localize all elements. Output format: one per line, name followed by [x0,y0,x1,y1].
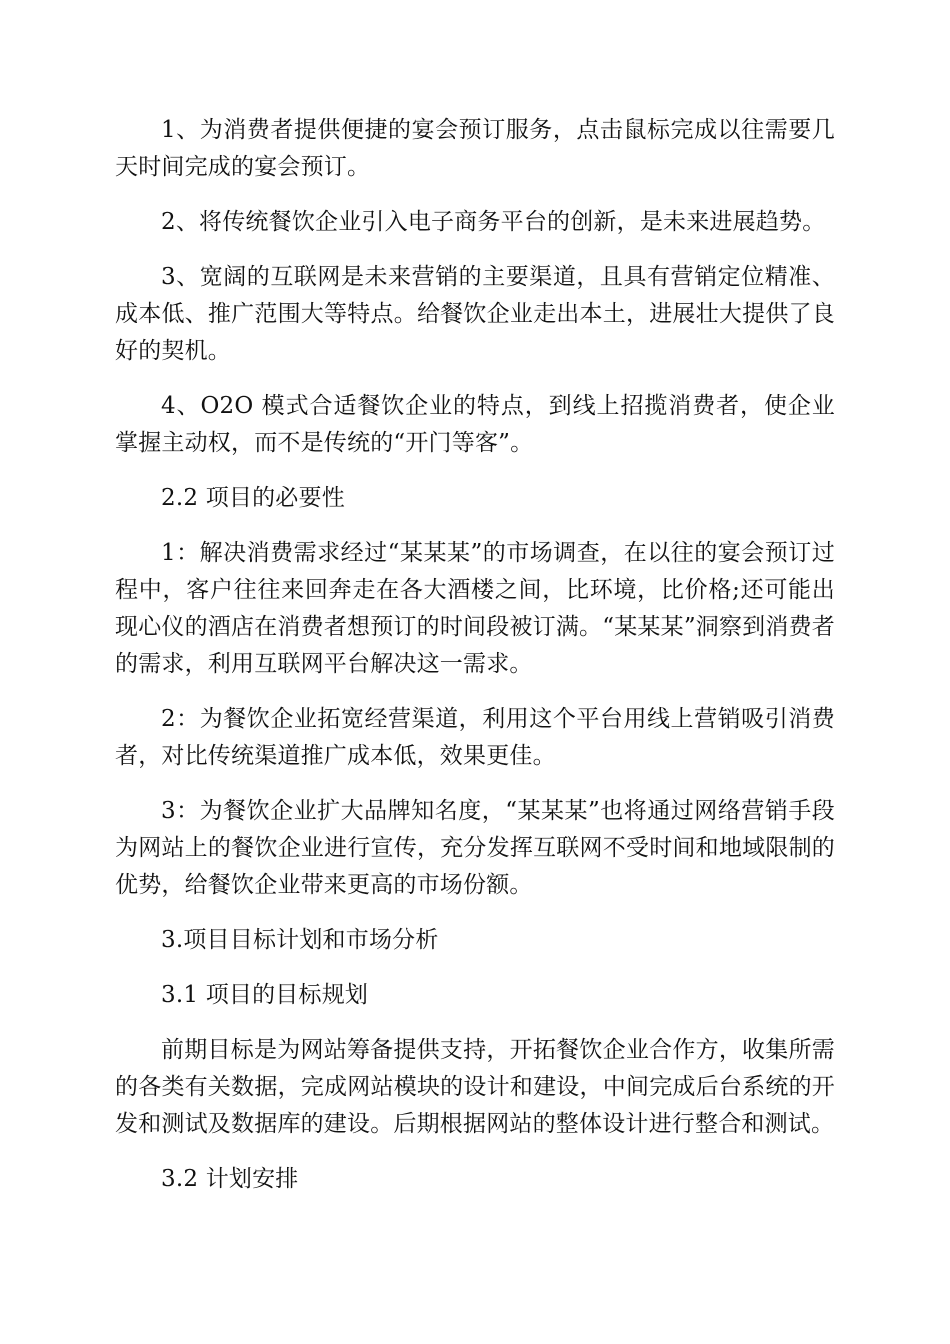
paragraph-goal-plan: 前期目标是为网站筹备提供支持，开拓餐饮企业合作方，收集所需的各类有关数据，完成网站模块的设计和建设，中间完成后台系统的开发和测试及数据库的建设。后期根据网站的整体设计进行整合和测试。 [115,1037,835,1137]
section-heading-goal-plan: 3.1 项目的目标规划 [161,982,369,1008]
section-heading-schedule: 3.2 计划安排 [161,1166,299,1192]
section-heading-necessity: 2.2 项目的必要性 [161,485,345,511]
paragraph-benefit-3: 3、宽阔的互联网是未来营销的主要渠道，且具有营销定位精准、成本低、推广范围大等特点。给餐饮企业走出本土，进展壮大提供了良好的契机。 [115,264,835,364]
paragraph-necessity-3: 3：为餐饮企业扩大品牌知名度，“某某某”也将通过网络营销手段为网站上的餐饮企业进行宣传，充分发挥互联网不受时间和地域限制的优势，给餐饮企业带来更高的市场份额。 [115,798,835,898]
paragraph-benefit-2: 2、将传统餐饮企业引入电子商务平台的创新，是未来进展趋势。 [161,209,826,235]
document-body [115,112,835,1216]
paragraph-necessity-2: 2：为餐饮企业拓宽经营渠道，利用这个平台用线上营销吸引消费者，对比传统渠道推广成本低，效果更佳。 [115,706,835,769]
section-heading-goals-market: 3.项目目标计划和市场分析 [161,927,439,953]
paragraph-benefit-4: 4、O2O 模式合适餐饮企业的特点，到线上招揽消费者，使企业掌握主动权，而不是传统的“开门等客”。 [115,393,835,456]
paragraph-necessity-1: 1：解决消费需求经过“某某某”的市场调查，在以往的宴会预订过程中，客户往往来回奔走在各大酒楼之间，比环境，比价格;还可能出现心仪的酒店在消费者想预订的时间段被订满。“某某某”洞察到消费者的需求，利用互联网平台解决这一需求。 [115,540,835,677]
paragraph-benefit-1: 1、为消费者提供便捷的宴会预订服务，点击鼠标完成以往需要几天时间完成的宴会预订。 [115,117,835,180]
